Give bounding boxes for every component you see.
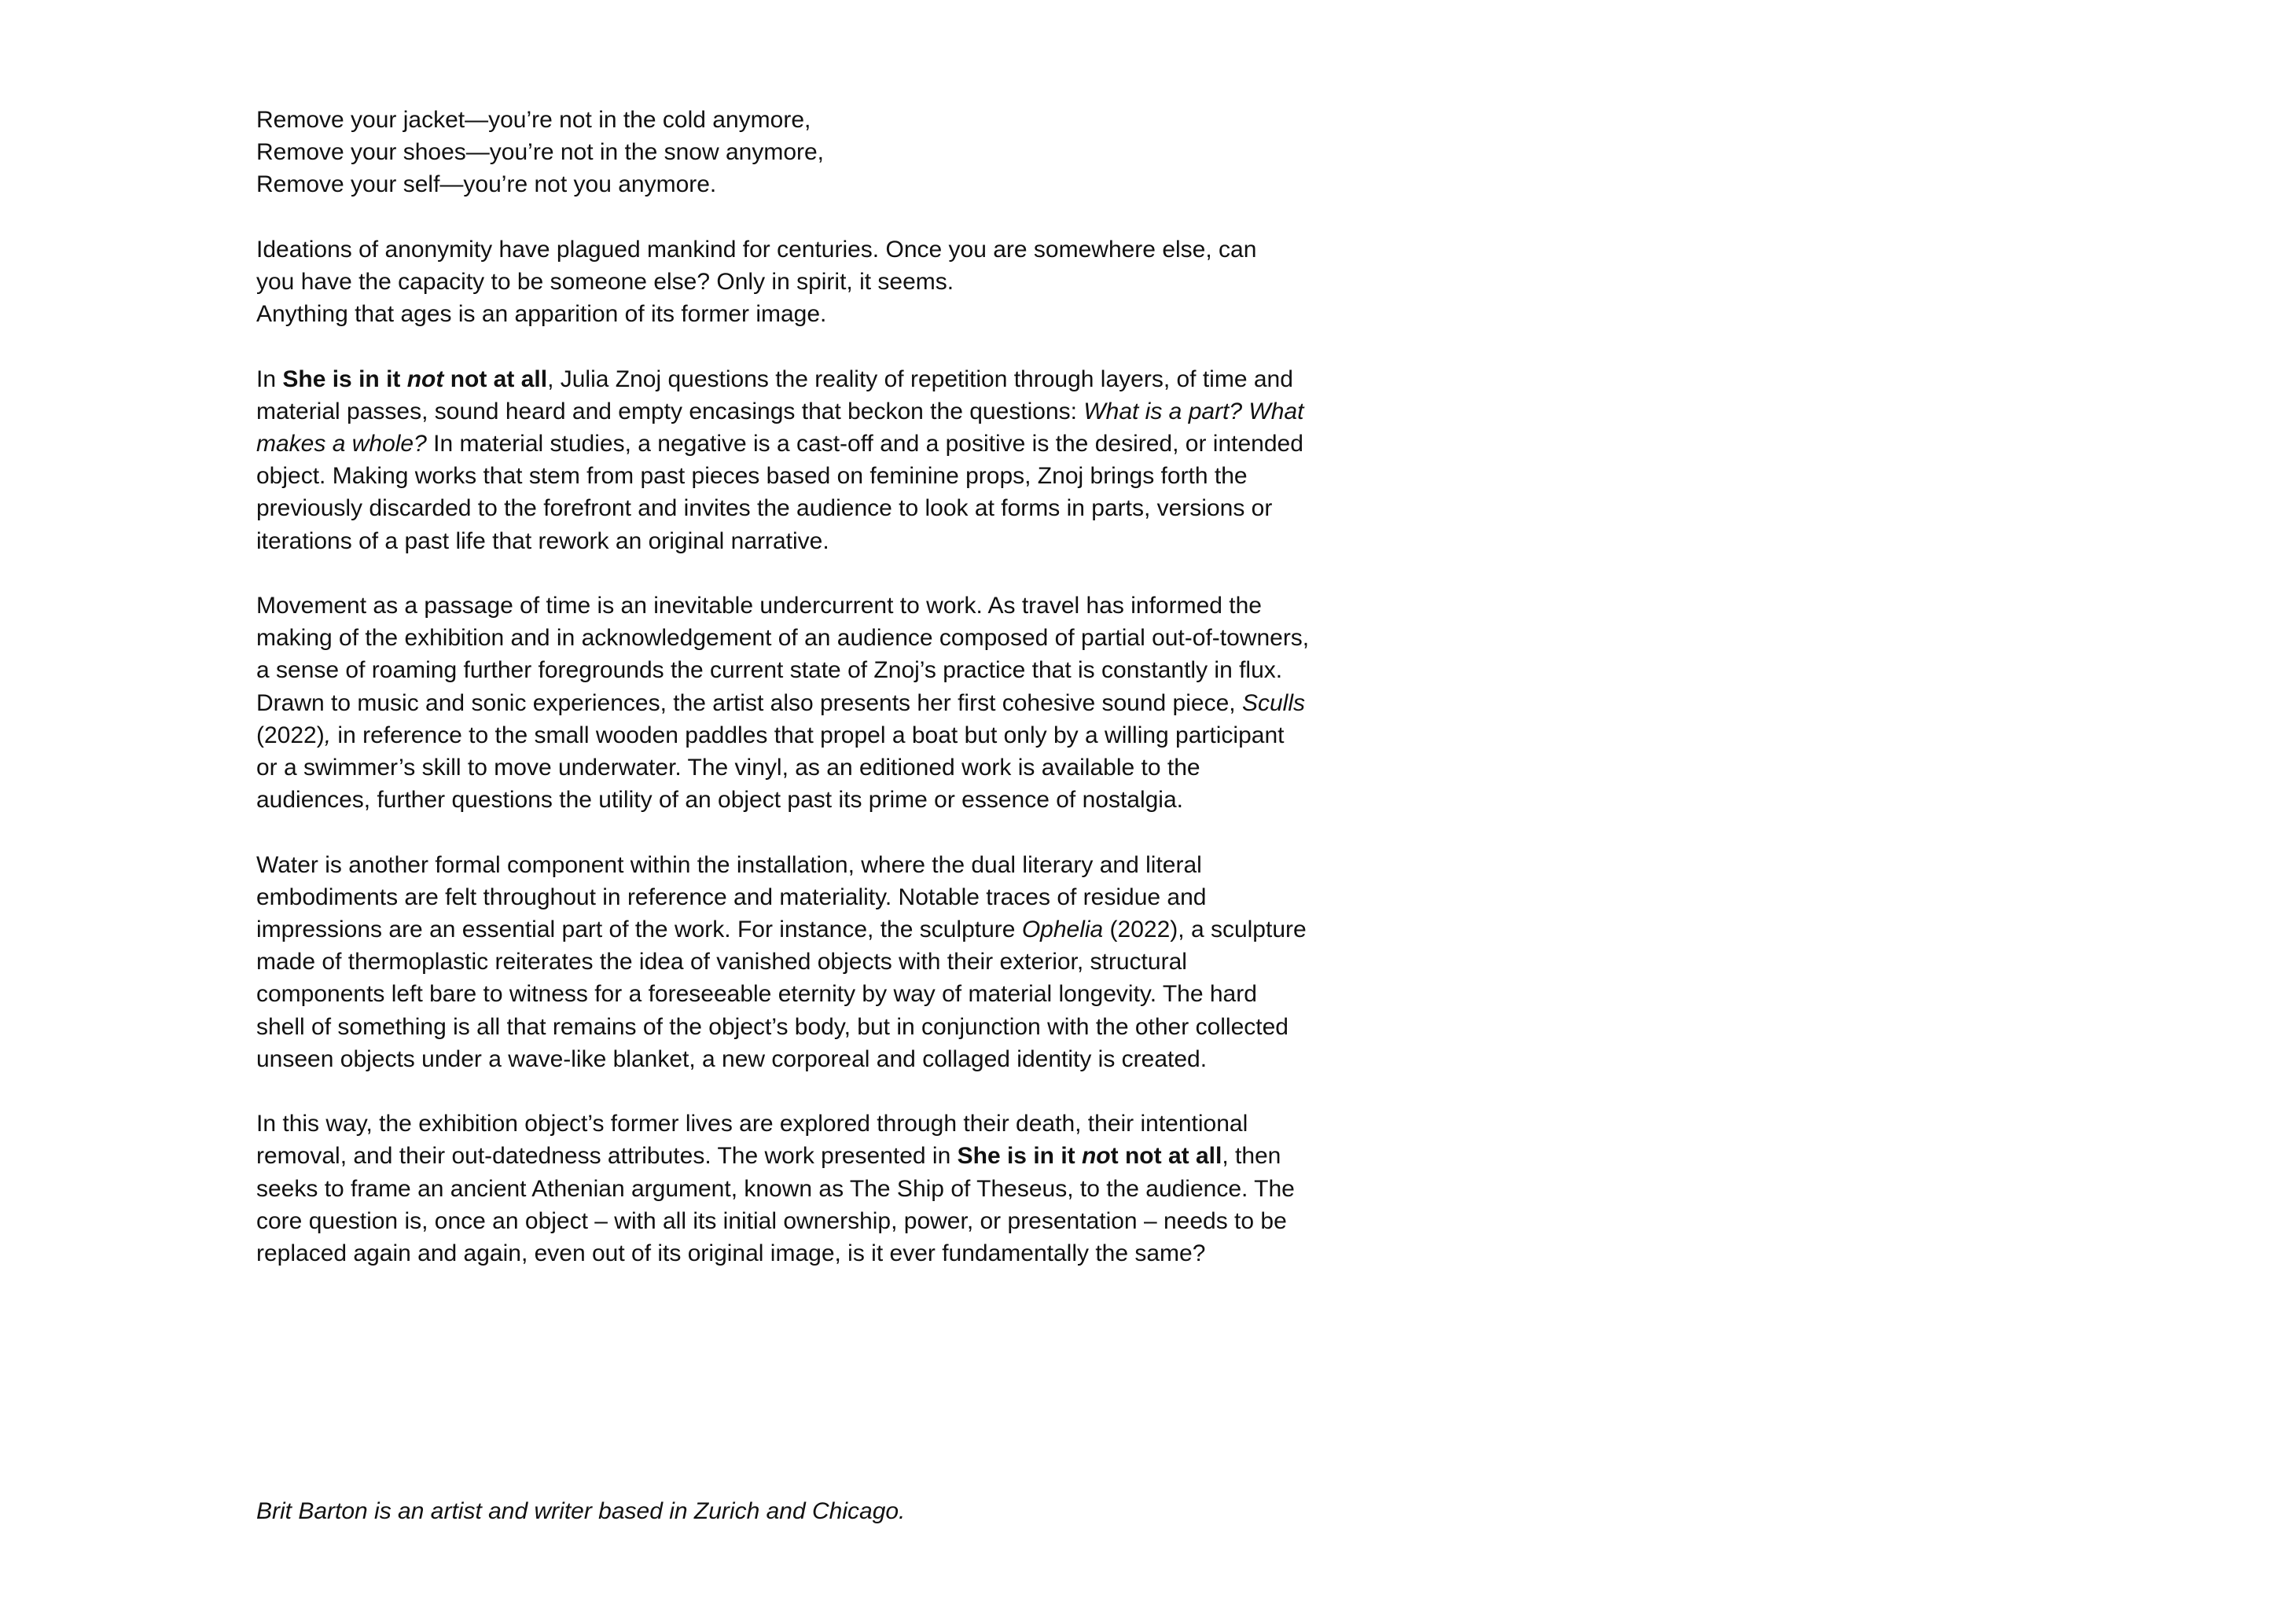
title-part: not (406, 366, 444, 392)
work-title-sculls: Sculls (1241, 689, 1305, 716)
text-line: Anything that ages is an apparition of its former image. (256, 301, 827, 328)
poem-line: Remove your jacket—you’re not in the cold anymore, (256, 107, 811, 133)
text-run: in reference to the small wooden paddles that propel a boat but only by a willing participant or a swimmer’s skill to move underwater. The vinyl, as an editioned work is available to the audiences, further questions the utility of an object past its prime or essence of nostalgia. (256, 722, 1285, 814)
title-part: no (1081, 1143, 1111, 1170)
italic-question: What is a part? What makes a whole? (256, 398, 1304, 457)
title-part: She is in it (957, 1143, 1082, 1170)
paragraph-repetition (256, 363, 1310, 557)
text-run: Water is another formal component within the installation, where the dual literary and literal embodiments are felt throughout in reference and materiality. Notable traces of residue and impressions are an essential part of the work. For instance, the sculpture (256, 851, 1207, 943)
essay-body (256, 104, 1310, 1302)
text-run: In this way, the exhibition object’s former lives are explored through their death, their intentional removal, and their out-datedness attributes. The work presented in (256, 1111, 1248, 1170)
exhibition-title (282, 366, 547, 392)
title-part: She is in it (282, 366, 407, 392)
text-run: (2022), a sculpture made of thermoplastic reiterates the idea of vanished objects with their exterior, structural components left bare to witness for a foreseeable eternity by way of material longevity. The hard shell of something is all that remains of the object’s body, but in conjunction with the other collected unseen objects under a wave-like blanket, a new corporeal and collaged identity is created. (256, 917, 1307, 1072)
text-run: , then seeks to frame an ancient Athenian argument, known as The Ship of Theseus, to the audience. The core question is, once an object – with all its initial ownership, power, or presentation – needs to be replaced again and again, even out of its original image, is it ever fundamentally the same? (256, 1143, 1295, 1267)
text-run: , (324, 722, 332, 748)
poem-line: Remove your shoes—you’re not in the snow anymore, (256, 139, 825, 166)
text-line: Ideations of anonymity have plagued mankind for centuries. Once you are somewhere else, can (256, 236, 1257, 263)
paragraph-movement (256, 590, 1310, 816)
paragraph-theseus (256, 1108, 1310, 1269)
text-run: Movement as a passage of time is an inevitable undercurrent to work. As travel has informed the making of the exhibition and in acknowledgement of an audience composed of partial out-of-towners, a sense of roaming further foregrounds the current state of Znoj’s practice that is constantly in flux. Drawn to music and sonic experiences, the artist also presents her first cohesive sound piece, (256, 593, 1310, 716)
poem-line: Remove your self—you’re not you anymore. (256, 171, 717, 198)
text-line: you have the capacity to be someone else? Only in spirit, it seems. (256, 269, 954, 295)
exhibition-title (958, 1143, 1222, 1169)
text-run: In material studies, a negative is a cast-off and a positive is the desired, or intended object. Making works that stem from past pieces based on feminine props, Znoj brings forth the previously discarded to the forefront and invites the audience to look at forms in parts, versions or iterations of a past life that rework an original narrative. (256, 431, 1303, 554)
author-bio: Brit Barton is an artist and writer based in Zurich and Chicago. (256, 1498, 906, 1524)
paragraph-water (256, 849, 1310, 1075)
work-title-ophelia: Ophelia (1021, 917, 1104, 943)
title-part: t not at all (1110, 1143, 1222, 1170)
text-run: (2022) (256, 722, 325, 748)
paragraph-anonymity (256, 233, 1310, 331)
text-run: In (256, 366, 283, 392)
text-run: , Julia Znoj questions the reality of repetition through layers, of time and material passes, sound heard and empty encasings that beckon the questions: (256, 366, 1293, 424)
poem-stanza (256, 104, 1310, 201)
title-part: not at all (443, 366, 548, 392)
